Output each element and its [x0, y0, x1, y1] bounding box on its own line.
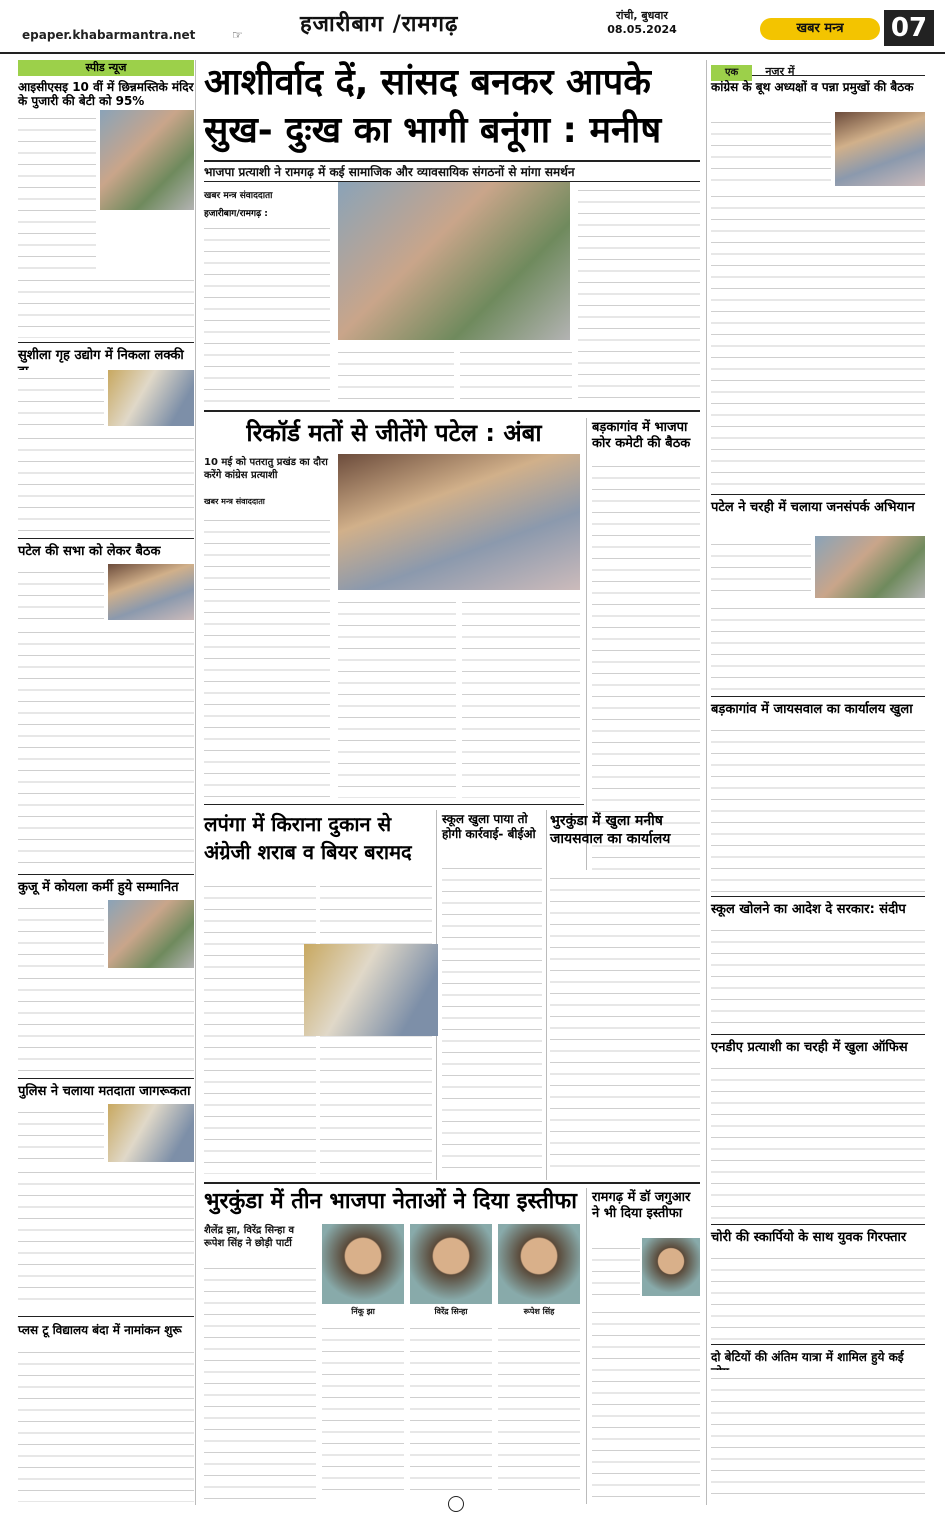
story7-body-4: [498, 1320, 580, 1500]
right-item-photo-2: [815, 536, 925, 598]
story6-body: [550, 870, 700, 1174]
right-item-body-2: [711, 536, 811, 598]
lead-body-col-4: [578, 182, 700, 406]
left-item-title-5: पुलिस ने चलाया मतदाता जागरूकता: [18, 1084, 191, 1099]
lead-photo: [338, 182, 570, 340]
portrait-3: [498, 1224, 580, 1304]
page-header: [0, 0, 945, 54]
left-item-photo-5: [108, 1104, 194, 1162]
left-item-title-3: पटेल की सभा को लेकर बैठक: [18, 544, 161, 559]
right-item-title-3: बड़कागांव में जायसवाल का कार्यालय खुला: [711, 702, 913, 717]
portrait-caption-1: निंकू झा: [351, 1307, 375, 1316]
portrait-caption-2: विरेंद्र सिन्हा: [434, 1307, 468, 1316]
left-item-body-2b: [18, 430, 194, 534]
divider: [18, 538, 194, 539]
left-item-body-1: [18, 110, 96, 270]
story8-title: रामगढ़ में डॉ जगुआर ने भी दिया इस्तीफा: [592, 1190, 691, 1221]
right-item-body-5: [711, 1060, 925, 1222]
story8-body-b: [592, 1304, 700, 1500]
story5-body: [442, 860, 542, 1174]
divider: [711, 696, 925, 697]
right-item-body-2b: [711, 600, 925, 694]
issue-date: 08.05.2024: [607, 23, 677, 36]
divider: [204, 804, 584, 805]
right-item-body-3: [711, 722, 925, 894]
at-a-glance-tag-right: नजर में: [765, 65, 795, 78]
story2-deck: 10 मई को पतरातु प्रखंड का दौरा करेंगे कांग्रेस प्रत्याशी: [204, 457, 328, 481]
column-rule: [546, 810, 547, 1180]
subhead: भाजपा प्रत्याशी ने रामगढ़ में कई सामाजिक और व्यावसायिक संगठनों से मांगा समर्थन: [204, 165, 575, 179]
portrait-2: [410, 1224, 492, 1304]
left-item-body-5: [18, 1104, 104, 1162]
left-item-photo-3: [108, 564, 194, 620]
left-item-body-5b: [18, 1164, 194, 1310]
left-item-body-3: [18, 564, 104, 622]
story2-title: रिकॉर्ड मतों से जीतेंगे पटेल : अंबा: [246, 419, 542, 447]
divider: [18, 874, 194, 875]
lead-body-col-1: [204, 220, 330, 406]
registration-mark-icon: [448, 1496, 464, 1512]
story7-body-3: [410, 1320, 492, 1500]
story7-deck: शैलेंद्र झा, विरेंद्र सिन्हा व रूपेश सिंह ने छोड़ी पार्टी: [204, 1225, 295, 1249]
right-item-body-1b: [711, 188, 925, 492]
left-item-photo-2: [108, 370, 194, 426]
story8-body: [592, 1240, 640, 1300]
right-item-body-6: [711, 1250, 925, 1342]
brand-logo: [760, 18, 880, 40]
right-item-title-2: पटेल ने चरही में चलाया जनसंपर्क अभियान: [711, 500, 915, 515]
divider: [204, 410, 700, 412]
right-item-title-1: कांग्रेस के बूथ अध्यक्षों व पन्ना प्रमुखों की बैठक: [711, 80, 914, 94]
right-column: [706, 60, 928, 1505]
section-location: हजारीबाग /रामगढ़: [300, 12, 459, 37]
divider: [711, 896, 925, 897]
story2-body-1: [204, 512, 330, 798]
story4-title: लपंगा में किराना दुकान से अंग्रेजी शराब व बियर बरामद: [204, 812, 412, 864]
divider: [18, 1078, 194, 1079]
left-item-body-4: [18, 900, 104, 968]
right-item-title-5: एनडीए प्रत्याशी का चरही में खुला ऑफिस: [711, 1040, 908, 1055]
right-item-title-6: चोरी की स्कार्पियो के साथ युवक गिरफ्तार: [711, 1230, 907, 1245]
at-a-glance-bar: [711, 60, 925, 76]
left-item-title-2: सुशीला गृह उद्योग में निकला लक्की: [18, 348, 184, 363]
portrait-caption-3: रूपेश सिंह: [523, 1307, 555, 1316]
at-a-glance-tag-left: एक: [711, 65, 752, 81]
story5-title: स्कूल खुला पाया तो होगी कार्रवाई- बीईओ: [442, 812, 536, 841]
divider: [711, 494, 925, 495]
right-item-title-7: दो बेटियों की अंतिम यात्रा में शामिल हुये कई: [711, 1350, 904, 1364]
story7-body-2: [322, 1320, 404, 1500]
story4-body-1: [204, 878, 316, 1174]
divider: [18, 342, 194, 343]
left-column: [18, 60, 196, 1505]
left-item-body-2: [18, 370, 104, 428]
main-section: [204, 60, 700, 1505]
right-item-body-4: [711, 922, 925, 1032]
city-day: रांची, बुधवार: [616, 9, 668, 22]
lead-body-col-3: [460, 344, 572, 406]
divider: [18, 1316, 194, 1317]
story2-body-2: [338, 594, 456, 798]
story8-portrait: [642, 1238, 700, 1296]
column-rule: [586, 418, 587, 928]
right-item-body-1: [711, 114, 831, 186]
left-item-photo-1: [100, 110, 194, 210]
left-item-title-6: प्लस टू विद्यालय बंदा में नामांकन शुरू: [18, 1323, 182, 1337]
left-item-body-6: [18, 1344, 194, 1502]
divider: [711, 1034, 925, 1035]
story2-byline: खबर मन्त्र संवाददाता: [204, 497, 265, 506]
left-item-title-4: कुजू में कोयला कर्मी हुये सम्मानित: [18, 880, 179, 895]
left-item-body-3b: [18, 624, 194, 870]
story2-body-3: [462, 594, 580, 798]
divider: [711, 1344, 925, 1345]
byline: खबर मन्त्र संवाददाता: [204, 191, 273, 201]
site-url[interactable]: epaper.khabarmantra.net: [22, 28, 196, 42]
mouse-cursor-icon: ☞: [232, 28, 243, 42]
headline-line-1: आशीर्वाद दें, सांसद बनकर आपके: [204, 62, 651, 103]
right-item-photo-1: [835, 112, 925, 186]
story2-photo: [338, 454, 580, 590]
story3-title: बड़कागांव में भाजपा कोर कमेटी की बैठक: [592, 420, 691, 451]
subhead-bar: [204, 160, 700, 182]
right-item-body-7: [711, 1370, 925, 1500]
story5-photo: [304, 944, 438, 1036]
lead-body-col-2: [338, 344, 454, 406]
dateline: हजारीबाग/रामगढ़ :: [204, 209, 268, 219]
left-item-photo-4: [108, 900, 194, 968]
brand-name: खबर मन्त्र: [796, 21, 844, 36]
column-rule: [586, 1188, 587, 1504]
story7-title: भुरकुंडा में तीन भाजपा नेताओं ने दिया इस्तीफा: [204, 1189, 577, 1214]
left-item-title-1: आइसीएसइ 10 वीं में छिन्नमस्तिके मंदिर के पुजारी की बेटी को 95%: [18, 80, 194, 108]
headline-line-2: सुख- दुःख का भागी बनूंगा : मनीष: [204, 110, 662, 151]
page-number: 07: [884, 10, 934, 46]
story6-title: भुरकुंडा में खुला मनीष जायसवाल का कार्यालय: [550, 813, 671, 847]
divider: [711, 1224, 925, 1225]
dateline-block: [572, 8, 712, 36]
divider: [204, 1182, 700, 1184]
story7-body-1: [204, 1260, 316, 1500]
right-item-title-4: स्कूल खोलने का आदेश दे सरकार: संदीप: [711, 902, 906, 917]
left-item-body-4b: [18, 970, 194, 1074]
speed-news-tag: स्पीड न्यूज: [18, 60, 194, 76]
left-item-body-1b: [18, 272, 194, 338]
story3-body: [592, 458, 700, 928]
portrait-1: [322, 1224, 404, 1304]
